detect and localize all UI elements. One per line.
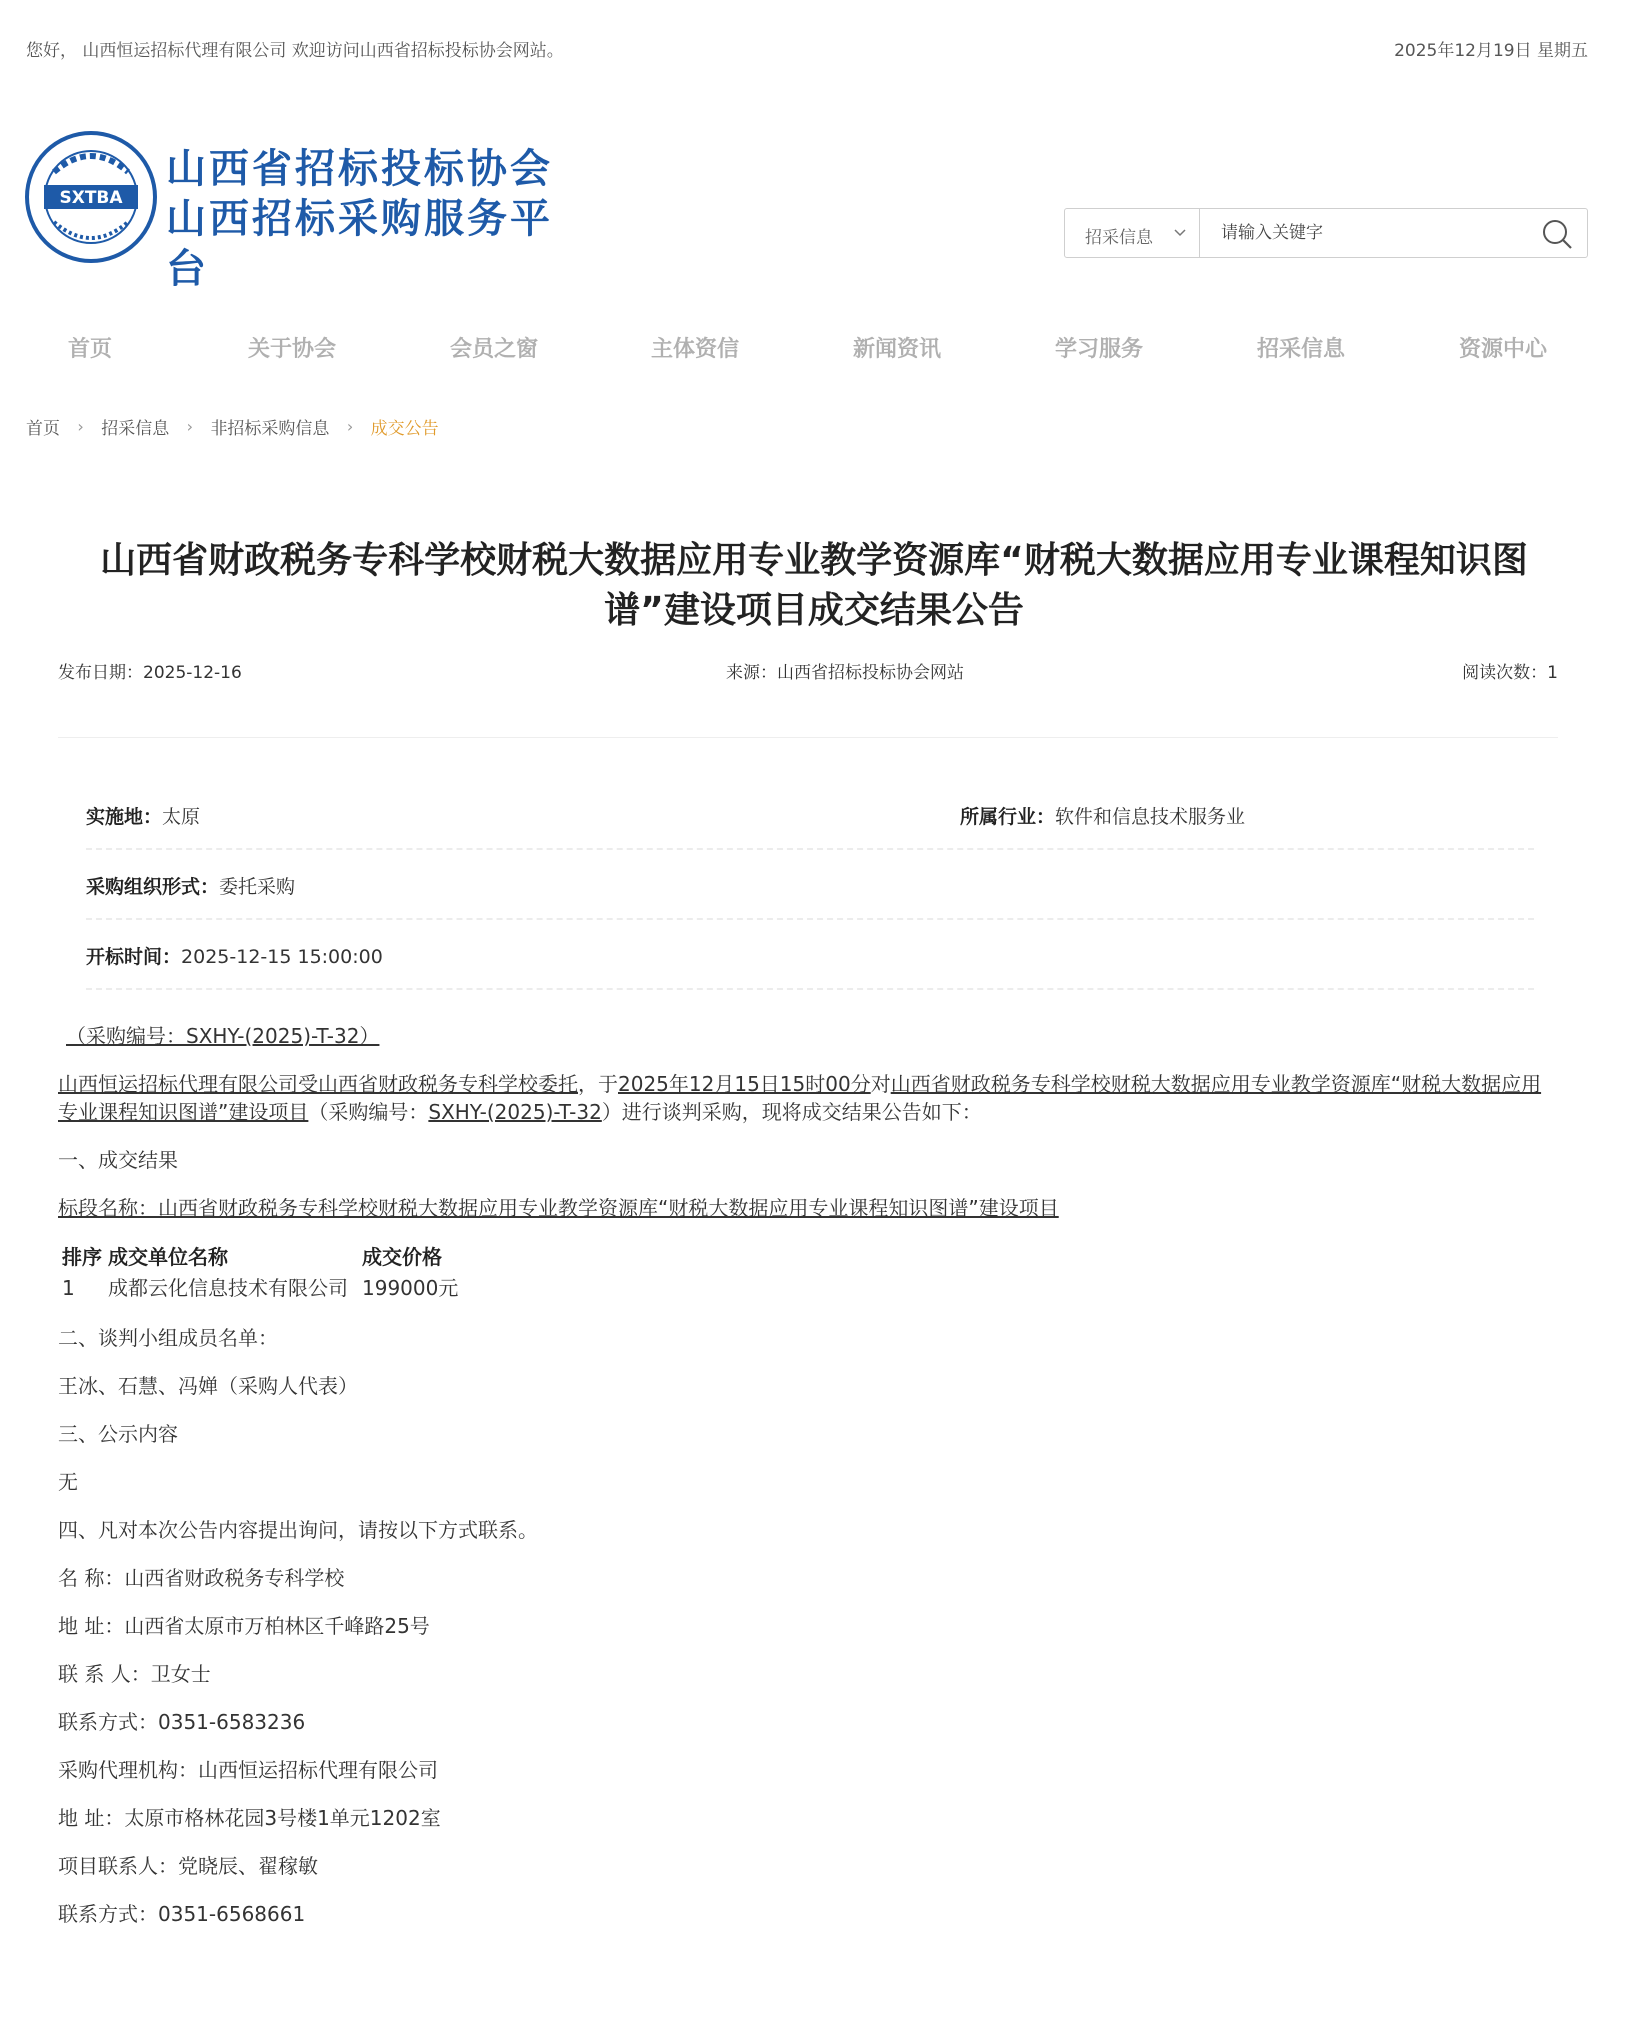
chevron-right-icon: › bbox=[77, 417, 84, 436]
contact-agency-address: 地 址：太原市格林花园3号楼1单元1202室 bbox=[58, 1806, 441, 1830]
article-body bbox=[58, 1022, 1558, 1948]
intro-project: 山西省财政税务专科学校财税大数据应用专业教学资源库“财税大数据应用专业课程知识图谱”建设项目 bbox=[58, 1072, 1542, 1124]
nav-about[interactable]: 关于协会 bbox=[247, 337, 337, 362]
section-2-heading: 二、谈判小组成员名单： bbox=[58, 1326, 278, 1350]
chevron-right-icon: › bbox=[346, 417, 354, 436]
section-4-heading: 四、凡对本次公告内容提出询问，请按以下方式联系。 bbox=[58, 1518, 538, 1542]
nav-news[interactable]: 新闻资讯 bbox=[852, 337, 942, 362]
contact-agency-name: 采购代理机构：山西恒运招标代理有限公司 bbox=[58, 1758, 438, 1782]
section-3-heading: 三、公示内容 bbox=[58, 1422, 178, 1446]
info-row-org bbox=[86, 850, 1534, 920]
breadcrumb-home[interactable]: 首页 bbox=[26, 419, 60, 439]
intro-mid-2: 对 bbox=[870, 1072, 891, 1096]
industry-label: 所属行业： bbox=[960, 806, 1056, 828]
search-category-select[interactable] bbox=[1065, 209, 1200, 257]
logo-line-1: 山西省招标投标协会 bbox=[166, 146, 553, 192]
contact-buyer-phone: 联系方式：0351-6583236 bbox=[58, 1710, 306, 1734]
welcome-text: 您好， 山西恒运招标代理有限公司 欢迎访问山西省招标投标协会网站。 bbox=[26, 41, 564, 61]
divider bbox=[58, 737, 1558, 738]
org-field bbox=[86, 872, 295, 899]
breadcrumb-non-tender[interactable]: 非招标采购信息 bbox=[210, 419, 330, 439]
intro-datetime: 2025年12月15日15时00分 bbox=[618, 1072, 871, 1096]
contact-agency-person: 项目联系人：党晓辰、翟稼敏 bbox=[58, 1854, 318, 1878]
location-label: 实施地： bbox=[86, 806, 163, 828]
article-meta bbox=[58, 658, 1558, 684]
nav-home[interactable]: 首页 bbox=[67, 337, 113, 362]
article-title: 山西省财政税务专科学校财税大数据应用专业教学资源库“财税大数据应用专业课程知识图谱”建设项目成交结果公告 bbox=[100, 540, 1528, 631]
contact-buyer-address: 地 址：山西省太原市万柏林区千峰路25号 bbox=[58, 1614, 430, 1638]
read-count: 阅读次数：1 bbox=[1462, 663, 1558, 683]
result-table bbox=[62, 1242, 458, 1304]
article-source: 来源：山西省招标投标协会网站 bbox=[726, 663, 964, 683]
cell-company: 成都云化信息技术有限公司 bbox=[108, 1276, 348, 1300]
search-category-label: 招采信息 bbox=[1085, 228, 1153, 248]
logo-wordmark bbox=[166, 144, 564, 294]
contact-buyer-person: 联 系 人：卫女士 bbox=[58, 1662, 211, 1686]
main-nav bbox=[0, 332, 1628, 372]
nav-members[interactable]: 会员之窗 bbox=[449, 337, 539, 362]
association-seal-icon bbox=[24, 130, 158, 264]
location-field bbox=[86, 802, 200, 829]
cell-price: 199000元 bbox=[362, 1276, 459, 1300]
industry-value: 软件和信息技术服务业 bbox=[1055, 806, 1246, 828]
contact-agency-phone: 联系方式：0351-6568661 bbox=[58, 1902, 306, 1926]
nav-procurement[interactable]: 招采信息 bbox=[1256, 337, 1346, 362]
open-time-field bbox=[86, 942, 383, 969]
divider bbox=[86, 988, 1534, 990]
breadcrumb-procurement[interactable]: 招采信息 bbox=[101, 419, 170, 439]
industry-field bbox=[960, 802, 1245, 829]
section-1-heading: 一、成交结果 bbox=[58, 1148, 178, 1172]
current-date: 2025年12月19日 星期五 bbox=[1394, 41, 1588, 61]
header-company: 成交单位名称 bbox=[108, 1245, 228, 1269]
intro-code: SXHY-(2025)-T-32 bbox=[428, 1100, 602, 1124]
header-price: 成交价格 bbox=[362, 1245, 442, 1269]
location-value: 太原 bbox=[162, 806, 201, 828]
chevron-right-icon: › bbox=[186, 417, 194, 436]
nav-resources[interactable]: 资源中心 bbox=[1458, 337, 1548, 362]
top-bar bbox=[26, 36, 1588, 60]
nav-learning[interactable]: 学习服务 bbox=[1054, 337, 1144, 362]
open-time-value: 2025-12-15 15:00:00 bbox=[181, 946, 383, 968]
table-row bbox=[62, 1272, 458, 1304]
open-time-label: 开标时间： bbox=[86, 946, 182, 968]
logo-line-2: 山西招标采购服务平台 bbox=[166, 196, 553, 292]
search-bar bbox=[1064, 208, 1588, 258]
table-header-row bbox=[62, 1242, 458, 1272]
intro-paragraph bbox=[58, 1070, 1558, 1126]
info-row-open-time bbox=[86, 920, 1534, 990]
intro-mid-3: （采购编号： bbox=[308, 1100, 429, 1124]
members-list: 王冰、石慧、冯婵（采购人代表） bbox=[58, 1374, 358, 1398]
publish-date: 发布日期：2025-12-16 bbox=[58, 663, 242, 683]
intro-mid-1: ，于 bbox=[578, 1072, 618, 1096]
chevron-down-icon bbox=[1173, 222, 1187, 244]
org-label: 采购组织形式： bbox=[86, 876, 220, 898]
search-icon[interactable] bbox=[1541, 218, 1573, 250]
lot-name: 标段名称：山西省财政税务专科学校财税大数据应用专业教学资源库“财税大数据应用专业课程知识图谱”建设项目 bbox=[58, 1196, 1059, 1220]
seal-text: SXTBA bbox=[59, 188, 123, 208]
header-rank: 排序 bbox=[62, 1245, 102, 1269]
breadcrumb-current[interactable]: 成交公告 bbox=[370, 419, 439, 439]
site-logo[interactable] bbox=[24, 130, 564, 292]
nav-credit[interactable]: 主体资信 bbox=[650, 337, 740, 362]
procurement-code-line: （采购编号：SXHY-(2025)-T-32） bbox=[66, 1024, 380, 1048]
contact-buyer-name: 名 称：山西省财政税务专科学校 bbox=[58, 1566, 345, 1590]
section-3-content: 无 bbox=[58, 1470, 78, 1494]
cell-rank: 1 bbox=[62, 1276, 75, 1300]
org-value: 委托采购 bbox=[219, 876, 296, 898]
intro-agency: 山西恒运招标代理有限公司受山西省财政税务专科学校委托 bbox=[58, 1072, 578, 1096]
breadcrumb bbox=[26, 414, 439, 439]
info-row-location bbox=[86, 780, 1534, 850]
search-input[interactable] bbox=[1201, 209, 1541, 257]
intro-tail: ）进行谈判采购，现将成交结果公告如下： bbox=[601, 1100, 982, 1124]
